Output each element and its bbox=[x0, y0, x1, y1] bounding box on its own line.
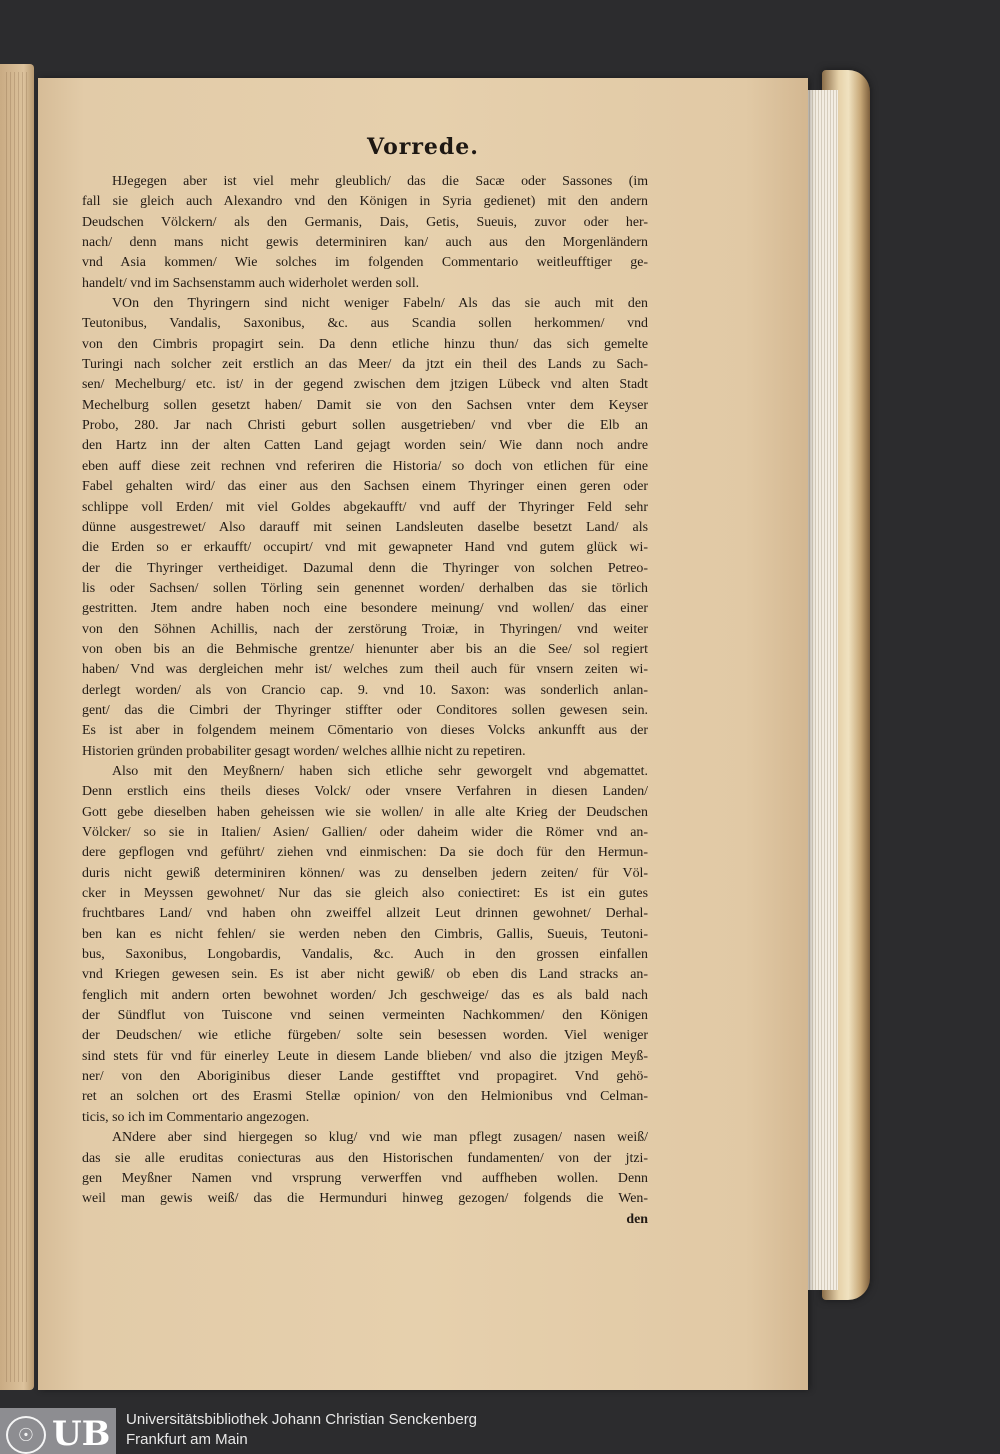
footer-bar bbox=[0, 1404, 1000, 1454]
text-line: von den Söhnen Achillis, nach der zerstörung Troiæ, in Thyringen/ vnd weiter bbox=[82, 621, 648, 637]
seal-icon: ☉ bbox=[6, 1416, 46, 1454]
text-line: den Hartz inn der alten Catten Land gejagt worden sein/ Wie dann noch andre bbox=[82, 438, 648, 454]
catchword: den bbox=[626, 1211, 648, 1227]
text-line: das sie alle eruditas coniecturas aus den Historischen fundamenten/ von der jtzi- bbox=[82, 1150, 648, 1166]
text-line: ANdere aber sind hiergegen so klug/ vnd wie man pflegt zusagen/ nasen weiß/ bbox=[112, 1130, 648, 1146]
library-logo[interactable] bbox=[0, 1408, 116, 1454]
text-line: dünne ausgestrewet/ Also darauff mit seinen Landsleuten daselbe besetzt Land/ als bbox=[82, 519, 648, 535]
text-line: der die Thyringer vertheidiget. Dazumal denn die Thyringer von solchen Petreo- bbox=[82, 560, 648, 576]
text-line: ret an solchen ort des Erasmi Stellæ opinion/ von den Helmionibus vnd Celman- bbox=[82, 1089, 648, 1105]
text-line: VOn den Thyringern sind nicht weniger Fabeln/ Als das sie auch mit den bbox=[112, 296, 648, 312]
logo-text: UB bbox=[52, 1414, 111, 1454]
text-line: gen Meyßner Namen vnd vrsprung verwerffen vnd auffheben wollen. Denn bbox=[82, 1170, 648, 1186]
text-line: vnd Kriegen gewesen sein. Es ist aber nicht gewiß/ ob eben dis Land stracks an- bbox=[82, 967, 648, 983]
institution-name bbox=[126, 1410, 477, 1450]
text-line: ner/ von den Aboriginibus dieser Lande gestifftet vnd propagiret. Vnd gehö- bbox=[82, 1069, 648, 1085]
text-line: Teutonibus, Vandalis, Saxonibus, &c. aus Scandia sollen herkommen/ vnd bbox=[82, 316, 648, 332]
text-line: die Erden so er erkaufft/ occupirt/ vnd mit gewapneter Hand vnd gutem glück wi- bbox=[82, 540, 648, 556]
text-line: von oben bis an die Behmische grentze/ hienunter aber bis an die See/ sol regiert bbox=[82, 641, 648, 657]
text-line: duris nicht gewiß determiniren können/ was zu denselben jedern zeiten/ für Völ- bbox=[82, 865, 648, 881]
text-line: Völcker/ so sie in Italien/ Asien/ Gallien/ oder daheim wider die Römer vnd an- bbox=[82, 825, 648, 840]
text-line: Probo, 280. Jar nach Christi geburt sollen ausgetrieben/ vnd vber die Elb an bbox=[82, 418, 648, 434]
text-line: Gott gebe dieselben haben geheissen wie sie wollen/ in alle alte Krieg der Deudschen bbox=[82, 804, 648, 820]
text-line: sind stets für vnd für einerley Leute in diesem Lande blieben/ vnd also die jtzigen Meyß- bbox=[82, 1048, 648, 1064]
left-page-leaves bbox=[6, 72, 30, 1382]
text-line: fruchtbares Land/ vnd haben ohn zweiffel allzeit Leut drinnen gewohnet/ Derhal- bbox=[82, 906, 648, 922]
text-line: nach/ denn mans nicht gewis determiniren kan/ auch aus den Morgenländern bbox=[82, 235, 648, 251]
text-line: Fabel gehalten wird/ das einer aus den Sachsen einem Thyringer einen geren oder bbox=[82, 479, 648, 495]
text-line: vnd Asia kommen/ Wie solches im folgenden Commentario weitleufftiger ge- bbox=[82, 255, 648, 271]
text-line: Turingi nach solcher zeit erstlich an das Meer/ da jtzt ein theil des Lands zu Sach- bbox=[82, 357, 648, 373]
page-text-body bbox=[82, 172, 648, 1230]
document-page bbox=[38, 78, 808, 1390]
page-heading: Vorrede. bbox=[367, 134, 479, 160]
text-line: eben auff diese zeit rechnen vnd referiren die Historia/ so doch von etlichen für eine bbox=[82, 458, 648, 474]
text-line: Historien gründen probabiliter gesagt worden/ welches allhie nicht zu repetiren. bbox=[82, 743, 526, 759]
text-line: gestritten. Jtem andre haben noch eine besondere meinung/ vnd wollen/ das einer bbox=[82, 601, 648, 617]
text-line: HJegegen aber ist viel mehr gleublich/ das die Sacæ oder Sassones (im bbox=[112, 174, 648, 189]
text-line: Mechelburg sollen gesetzt haben/ Damit sie von den Sachsen vnter dem Keyser bbox=[82, 397, 648, 413]
text-line: handelt/ vnd im Sachsenstamm auch widerholet werden soll. bbox=[82, 275, 420, 291]
text-line: Also mit den Meyßnern/ haben sich etliche sehr geworgelt vnd abgemattet. bbox=[112, 763, 648, 779]
text-line: fall sie gleich auch Alexandro vnd den Königen in Syria gedienet) mit den andern bbox=[82, 194, 648, 210]
text-line: Es ist aber in folgendem meinem Cōmentario von dieses Volcks ankunfft aus der bbox=[82, 723, 648, 739]
page-edges bbox=[804, 90, 838, 1290]
text-line: der Deudschen/ wie etliche fürgeben/ solte sein besessen worden. Viel weniger bbox=[82, 1028, 648, 1044]
institution-line-1: Universitätsbibliothek Johann Christian Senckenberg bbox=[126, 1411, 478, 1428]
text-line: haben/ Vnd was dergleichen mehr ist/ welches zum theil auch für vnsern zeiten wi- bbox=[82, 662, 648, 678]
text-line: Deudschen Völckern/ als den Germanis, Dais, Getis, Sueuis, zuvor oder her- bbox=[82, 214, 648, 230]
institution-line-2: Frankfurt am Main bbox=[126, 1431, 248, 1448]
text-line: derlegt worden/ als von Crancio cap. 9. vnd 10. Saxon: was sonderlich anlan- bbox=[82, 682, 648, 698]
text-line: gent/ das die Cimbri der Thyringer stiffter oder Conditores sollen gewesen sein. bbox=[82, 702, 648, 718]
text-line: der Sündflut von Tuiscone vnd seinen vermeinten Nachkommen/ den Königen bbox=[82, 1008, 648, 1024]
text-line: Denn erstlich eins theils dieses Volck/ oder vnsere Verfahren in diesen Landen/ bbox=[82, 784, 648, 800]
text-line: weil man gewis weiß/ das die Hermunduri hinweg gezogen/ folgends die Wen- bbox=[82, 1191, 648, 1207]
text-line: cker in Meyssen gewohnet/ Nur das sie gleich also coniectiret: Es ist ein gutes bbox=[82, 886, 648, 902]
text-line: ben kan es nicht fehlen/ sie werden neben den Cimbris, Gallis, Sueuis, Teutoni- bbox=[82, 926, 648, 942]
text-line: fenglich mit andern orten bewohnet worden/ Jch geschweige/ das es als bald nach bbox=[82, 987, 648, 1003]
text-line: lis oder Sachsen/ sollen Törling sein genennet worden/ derhalben das sie törlich bbox=[82, 580, 648, 596]
text-line: bus, Saxonibus, Longobardis, Vandalis, &c. Auch in den grossen einfallen bbox=[82, 947, 648, 963]
text-line: sen/ Mechelburg/ etc. ist/ in der gegend zwischen dem jtzigen Lübeck vnd alten Stadt bbox=[82, 377, 648, 393]
text-line: schlippe voll Erden/ mit viel Goldes abgekaufft/ vnd auff der Thyringer Feld sehr bbox=[82, 499, 648, 515]
text-line: ticis, so ich im Commentario angezogen. bbox=[82, 1109, 310, 1125]
text-line: dere gepflogen vnd geführt/ ziehen vnd einmischen: Da sie doch für den Hermun- bbox=[82, 845, 648, 861]
text-line: von den Cimbris propagirt sein. Da denn etliche hinzu thun/ das sich gemelte bbox=[82, 336, 648, 352]
